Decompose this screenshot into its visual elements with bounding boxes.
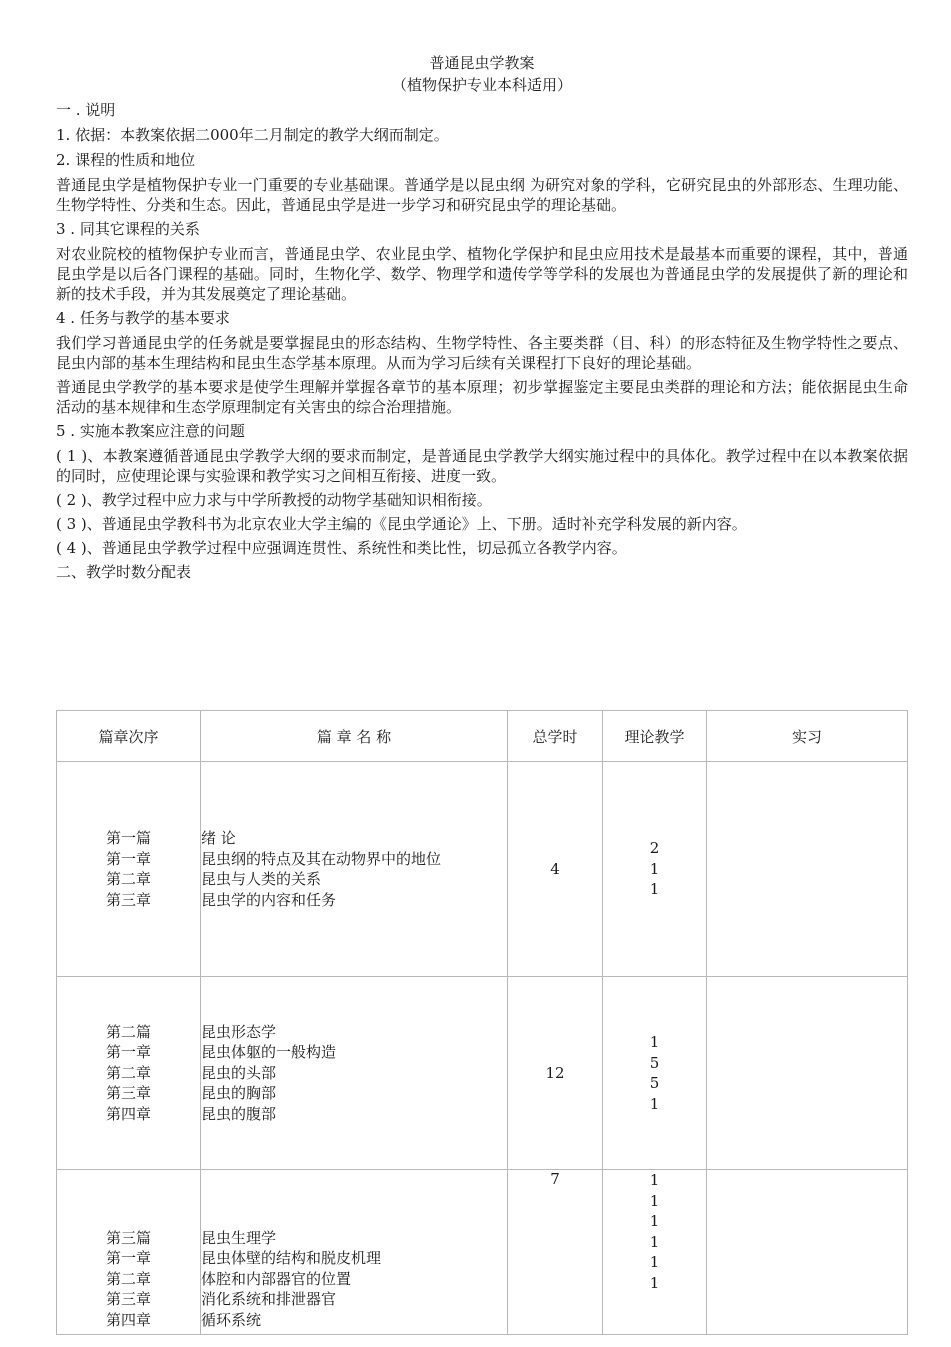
item-3-body: 对农业院校的植物保护专业而言，普通昆虫学、农业昆虫学、植物化学保护和昆虫应用技术是最基本而重要的课程，其中，普通昆虫学是以后各门课程的基础。同时，生物化学、数学、物理学和遗传学等学科的发展也为普通昆虫学的发展提供了新的理论和新的技术手段，并为其发展奠定了理论基础。: [56, 245, 908, 303]
chapter-name: 昆虫学的内容和任务: [201, 890, 337, 909]
chapter-name: 昆虫的腹部: [201, 1104, 277, 1123]
theory-hours: 2: [649, 839, 660, 858]
section-1-heading: 一 . 说明: [56, 101, 116, 119]
chapter-order: 第二章: [105, 1063, 151, 1082]
table-row: [57, 762, 908, 977]
header-chapter-order: 篇章次序: [57, 711, 201, 762]
chapter-name: 昆虫的胸部: [201, 1084, 277, 1103]
chapter-order: 第三章: [105, 890, 151, 909]
practice-cell: [707, 977, 908, 1170]
chapter-order: 第二篇: [105, 1022, 151, 1041]
chapter-order-cell: [57, 977, 201, 1170]
item-2-body: 普通昆虫学是植物保护专业一门重要的专业基础课。普通学是以昆虫纲 为研究对象的学科，它研究昆虫的外部形态、生理功能、生物学特性、分类和生态。因此，普通昆虫学是进一步学习和研究昆虫学的理论基础。: [56, 176, 908, 214]
item-4-heading: 4 . 任务与教学的基本要求: [56, 309, 230, 327]
document-title: 普通昆虫学教案: [429, 54, 535, 72]
chapter-order-cell: [57, 762, 201, 977]
theory-hours: 1: [649, 1212, 660, 1230]
chapter-order: 第一章: [105, 1043, 151, 1062]
item-4-body-1: 我们学习普通昆虫学的任务就是要掌握昆虫的形态结构、生物学特性、各主要类群（目、科）的形态特征及生物学特性之要点、昆虫内部的基本生理结构和昆虫生态学基本原理。从而为学习后续有关课程打下良好的理论基础。: [56, 334, 908, 372]
chapter-name-cell: [201, 977, 508, 1170]
table-header-row: [57, 711, 908, 762]
chapter-order: 第三章: [105, 1290, 151, 1308]
theory-hours: 5: [649, 1053, 660, 1072]
theory-hours: 5: [649, 1074, 660, 1092]
header-total-hours: 总学时: [508, 711, 603, 762]
chapter-name: 昆虫形态学: [201, 1022, 277, 1041]
chapter-order: 第一篇: [105, 829, 151, 847]
table-row: [57, 1170, 908, 1335]
chapter-order: 第二章: [105, 1269, 151, 1288]
chapter-order-cell: [57, 1170, 201, 1335]
chapter-name-cell: [201, 762, 508, 977]
practice-cell: [707, 1170, 908, 1335]
theory-hours: 1: [649, 1033, 660, 1051]
chapter-name: 昆虫纲的特点及其在动物界中的地位: [201, 849, 442, 868]
item-1-basis: 1. 依据：本教案依据二000年二月制定的教学大纲而制定。: [56, 126, 449, 144]
total-hours: 7: [508, 1170, 603, 1335]
theory-hours: 1: [649, 1191, 660, 1210]
theory-hours: 1: [649, 1253, 660, 1271]
hours-allocation-table: [56, 710, 908, 1335]
chapter-order: 第四章: [105, 1104, 151, 1123]
chapter-name: 循环系统: [201, 1310, 262, 1329]
item-5-point-3: ( 3 )、普通昆虫学教科书为北京农业大学主编的《昆虫学通论》上、下册。适时补充学科发展的新内容。: [56, 515, 747, 533]
total-hours: 4: [508, 762, 603, 977]
chapter-name: 绪 论: [201, 829, 236, 847]
item-5-point-4: ( 4 )、普通昆虫学教学过程中应强调连贯性、系统性和类比性，切忌孤立各教学内容。: [56, 539, 627, 557]
chapter-name-cell: [201, 1170, 508, 1335]
theory-hours-cell: [603, 1170, 707, 1335]
section-2-heading: 二、教学时数分配表: [56, 563, 192, 581]
chapter-name: 体腔和内部器官的位置: [201, 1269, 352, 1288]
chapter-order: 第四章: [105, 1310, 151, 1329]
total-hours: 12: [508, 977, 603, 1170]
item-5-heading: 5 . 实施本教案应注意的问题: [56, 422, 245, 440]
table-row: [57, 977, 908, 1170]
chapter-order: 第一章: [105, 849, 151, 868]
theory-hours: 1: [649, 880, 660, 899]
chapter-name: 昆虫体壁的结构和脱皮机理: [201, 1249, 382, 1267]
chapter-name: 昆虫的头部: [201, 1063, 277, 1082]
item-4-body-2: 普通昆虫学教学的基本要求是使学生理解并掌握各章节的基本原理；初步掌握鉴定主要昆虫类群的理论和方法；能依据昆虫生命活动的基本规律和生态学原理制定有关害虫的综合治理措施。: [56, 378, 908, 416]
theory-hours: 1: [649, 859, 660, 878]
document-subtitle: （植物保护专业本科适用）: [391, 76, 572, 94]
header-practice: 实习: [707, 711, 908, 762]
item-3-heading: 3 . 同其它课程的关系: [56, 220, 200, 238]
theory-hours: 1: [649, 1232, 660, 1251]
chapter-name: 昆虫生理学: [201, 1228, 277, 1247]
chapter-order: 第二章: [105, 870, 151, 888]
theory-hours: 1: [649, 1273, 660, 1292]
theory-hours-cell: [603, 762, 707, 977]
theory-hours: 1: [649, 1171, 660, 1189]
chapter-name: 昆虫体躯的一般构造: [201, 1043, 337, 1062]
theory-hours-cell: [603, 977, 707, 1170]
item-5-point-1: ( 1 )、本教案遵循普通昆虫学教学大纲的要求而制定，是普通昆虫学教学大纲实施过程中的具体化。教学过程中在以本教案依据的同时，应使理论课与实验课和教学实习之间相互衔接、进度一致。: [56, 447, 908, 485]
header-theory-hours: 理论教学: [603, 711, 707, 762]
practice-cell: [707, 762, 908, 977]
document-body: [56, 52, 908, 587]
item-2-heading: 2. 课程的性质和地位: [56, 151, 196, 169]
theory-hours: 1: [649, 1094, 660, 1113]
chapter-order: 第一章: [105, 1249, 151, 1267]
chapter-order: 第三篇: [105, 1228, 151, 1247]
chapter-name: 消化系统和排泄器官: [201, 1290, 337, 1308]
item-5-point-2: ( 2 )、教学过程中应力求与中学所教授的动物学基础知识相衔接。: [56, 491, 492, 509]
header-chapter-name: 篇 章 名 称: [201, 711, 508, 762]
chapter-name: 昆虫与人类的关系: [201, 870, 322, 888]
chapter-order: 第三章: [105, 1084, 151, 1103]
